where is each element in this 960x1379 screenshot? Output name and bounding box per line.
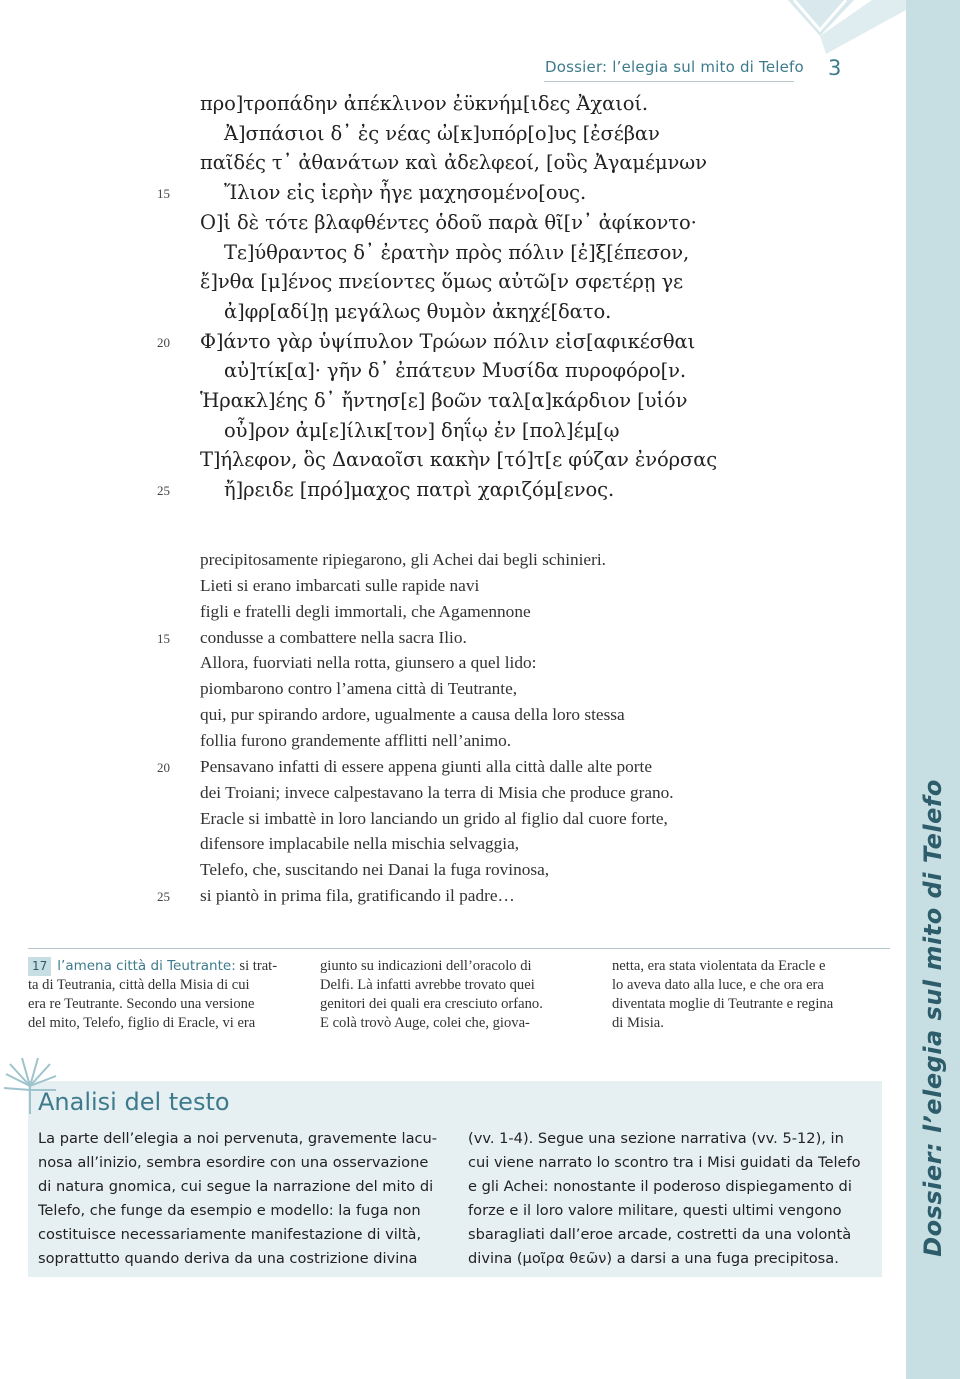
page-number: 3 [828,56,842,80]
analysis-line: divina (μοῖρα θεῶν) a darsi a una fuga precipitosa. [468,1250,839,1267]
greek-verse-line: Ο]ἱ δὲ τότε βλαφθέντες ὁδοῦ παρὰ θῖ[ν᾽ ἀφίκοντο· [200,210,697,234]
note-line: era re Teutrante. Secondo una versione [28,996,255,1012]
note-line: lo aveva dato alla luce, e che ora era [612,977,824,993]
analysis-title: Analisi del testo [38,1088,230,1116]
note-line: di Misia. [612,1015,664,1031]
note-line: ta di Teutrania, città della Misia di cui [28,977,250,993]
header-rule [544,81,794,82]
greek-verse-line: παῖδές τ᾽ ἀθανάτων καὶ ἀδελφεοί, [οὓς Ἀγαμέμνων [200,151,707,175]
greek-verse-line: προ]τροπάδην ἀπέκλινον ἐϋκνήμ[ιδες Ἀχαιοί. [200,92,649,115]
note-line: giunto su indicazioni dell’oracolo di [320,958,532,974]
greek-verse-line: αὐ]τίκ[α]· γῆν δ᾽ ἐπάτευν Μυσίδα πυροφόρο[ν. [224,359,686,383]
translation-line: precipitosamente ripiegarono, gli Achei dai begli schinieri. [200,550,606,569]
corner-checkmark-icon [780,0,906,60]
verse-number: 20 [157,334,170,350]
note-line: genitori dei quali era cresciuto orfano. [320,996,543,1012]
analysis-column-1 [38,1127,442,1271]
translation-line: qui, pur spirando ardore, ugualmente a causa della loro stessa [200,705,625,725]
greek-verse-line: οὖ]ρον ἀμ[ε]ίλικ[τον] δηΐῳ ἐν [πολ]έμ[ῳ [224,418,620,442]
translation-line: difensore implacabile nella mischia selvaggia, [200,834,520,854]
greek-verse-line: Τε]ύθραντος δ᾽ ἐρατὴν πρὸς πόλιν [ἐ]ξ[έπεσον, [224,240,690,264]
translation-line: figli e fratelli degli immortali, che Agamennone [200,601,531,621]
translation-line: si piantò in prima fila, gratificando il padre… [200,886,515,906]
note-line: del mito, Telefo, figlio di Eracle, vi era [28,1015,256,1031]
note-line: E colà trovò Auge, colei che, giova- [320,1015,530,1031]
note-line: netta, era stata violentata da Eracle e [612,958,826,974]
analysis-line: cui viene narrato lo scontro tra i Misi guidati da Telefo [468,1154,861,1171]
analysis-line: soprattutto quando deriva da una costrizione divina [38,1250,418,1267]
greek-verse-line: Ἡρακλ]έης δ᾽ ἤντησ[ε] βοῶν ταλ[α]κάρδιον [υἱόν [200,389,688,412]
analysis-line: sbaragliati dall’eroe arcade, costretti da una volontà [468,1226,852,1243]
greek-verse-line: Τ]ήλεφον, ὃς Δαναοῖσι κακὴν [τό]τ[ε φύζαν ἐνόρσας [200,448,718,472]
translation-line: Eracle si imbattè in loro lanciando un grido al figlio dal cuore forte, [200,808,668,828]
note-column-3 [612,957,892,1033]
side-band-title-wrap [906,0,960,1379]
greek-verse-line: Ἴλιον εἰς ἱερὴν ἦγε μαχησομένο[ους. [224,181,587,205]
verse-number: 25 [157,889,170,905]
translation-line: Telefo, che, suscitando nei Danai la fuga rovinosa, [200,860,550,880]
analysis-line: (vv. 1-4). Segue una sezione narrativa (vv. 5-12), in [468,1130,844,1147]
translation-line: condusse a combattere nella sacra Ilio. [200,627,467,647]
analysis-line: e gli Achei: nonostante il poderoso dispiegamento di [468,1178,852,1195]
translation-line: dei Troiani; invece calpestavano la terra di Misia che produce grano. [200,782,674,802]
note-line: Delfi. Là infatti avrebbe trovato quei [320,977,535,993]
note-number-badge: 17 [28,957,51,976]
analysis-line: Telefo, che funge da esempio e modello: la fuga non [38,1202,421,1219]
verse-number: 15 [157,186,170,202]
translation-line: Allora, fuorviati nella rotta, giunsero a quel lido: [200,653,537,673]
note-line: diventata moglie di Teutrante e regina [612,996,834,1012]
translation-line: follia furono grandemente afflitti nell’animo. [200,730,512,750]
greek-verse-line: ἔ]νθα [μ]ένος πνείοντες ὅμως αὐτῶ[ν σφετέρῃ γε [200,270,684,294]
note-lemma: l’amena città di Teutrante: [57,958,236,974]
analysis-line: La parte dell’elegia a noi pervenuta, gravemente lacu- [38,1130,438,1147]
verse-number: 25 [157,483,170,499]
translation-line: Lieti si erano imbarcati sulle rapide navi [200,575,480,595]
analysis-line: costituisce necessariamente manifestazione di viltà, [38,1226,422,1243]
side-band-title: Dossier: l’elegia sul mito di Telefo [919,779,947,1257]
verse-number: 20 [157,759,170,775]
greek-verse-line: ἤ]ρειδε [πρό]μαχος πατρὶ χαριζόμ[ενος. [224,478,615,502]
greek-verse-line: Ἀ]σπάσιοι δ᾽ ἐς νέας ὠ[κ]υπόρ[ο]υς [ἐσέβαν [224,121,660,145]
analysis-line: nosa all’inizio, sembra esordire con una osservazione [38,1154,429,1171]
greek-verse-line: ἀ]φρ[αδί]ῃ μεγάλως θυμὸν ἀκηχέ[δατο. [224,299,612,323]
greek-verse-line: Φ]άντο γὰρ ὑψίπυλον Τρώων πόλιν εἰσ[αφικέσθαι [200,329,696,353]
note-column-2 [320,957,595,1033]
translation-line: Pensavano infatti di essere appena giunti alla città dalle alte porte [200,756,653,776]
translation-line: piombarono contro l’amena città di Teutrante, [200,679,518,699]
note-rule [28,948,890,949]
analysis-column-2 [468,1127,872,1271]
verse-number: 15 [157,630,170,646]
analysis-line: di natura gnomica, cui segue la narrazione del mito di [38,1178,434,1195]
running-head: Dossier: l’elegia sul mito di Telefo [545,58,804,76]
analysis-line: forze e il loro valore militare, questi ultimi vengono [468,1202,842,1219]
note-line: si trat- [239,958,278,974]
note-column-1 [28,957,298,1033]
